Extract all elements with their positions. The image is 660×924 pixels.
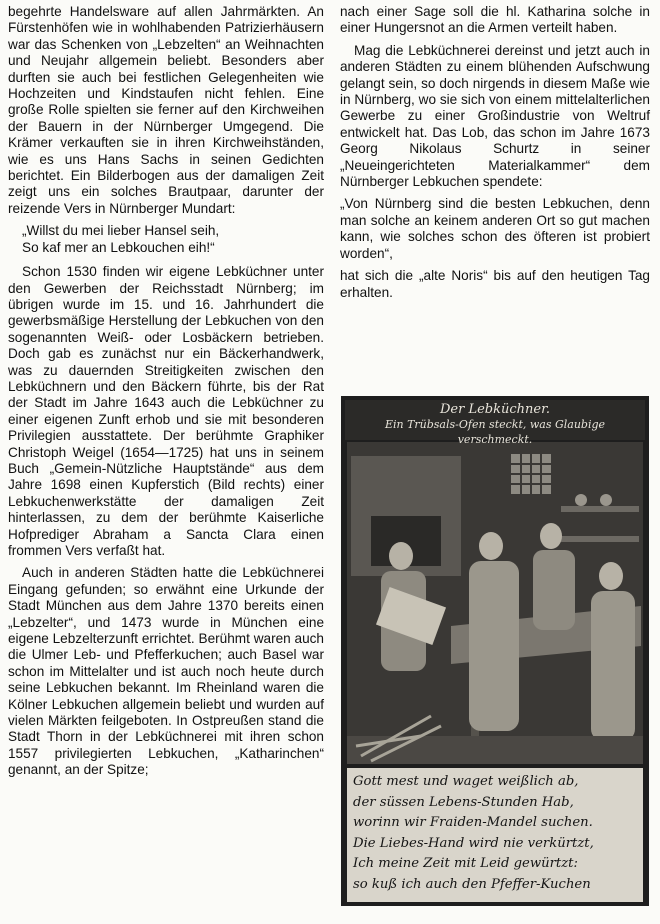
engraving-verse-line: worinn wir Fraiden-Mandel suchen. bbox=[353, 815, 593, 830]
paragraph: Schon 1530 finden wir eigene Lebküchner unter den Gewerben der Reichsstadt Nürnberg; im übrigen wurde im 15. und 16. Jahrhundert die gewerbsmäßige Herstellung der Lebkuchen von den sogenannten Weiß- oder Losbäckern betrieben. Doch gab es zunächst nur ein Bäckerhandwerk, was zu dauernden Streitigkeiten zwischen den Lebküchnern und den Bäckern führte, bis der Rat der Stadt im Jahre 1643 auch die Lebküchner zu einer eigenen Zunft erhob und sie mit besonderen Privilegien ausstattete. Der berühmte Graphiker Christoph Weigel (1654—1725) hat uns in seinem Buch „Gemein-Nützliche Hauptstände“ aus dem Jahre 1698 einen Kupferstich (Bild rechts) einer Lebkuchenwerkstätte der damaligen Zeit hinterlassen, zu dem der berühmte Kaiserliche Hofprediger Abraham a Sancta Clara einen frommen Vers verfaßt hat. bbox=[8, 264, 324, 558]
engraving-verse-line: so kuß ich auch den Pfeffer-Kuchen bbox=[353, 876, 591, 892]
paragraph: nach einer Sage soll die hl. Katharina solche in einer Hungersnot an die Armen verteilt haben. bbox=[340, 4, 650, 36]
engraving-verse-line: der süssen Lebens-Stunden Hab, bbox=[353, 794, 574, 810]
engraving-verse bbox=[347, 768, 643, 902]
paragraph: Mag die Lebküchnerei dereinst und jetzt auch in anderen Städten zu einem blühenden Aufschwung gelangt sein, so doch nirgends in diesem Maße wie in Nürnberg, wo sie sich von einem mittelalterlichen Gewerbe zu einer Großindustrie von Weltruf entwickelt hat. Das Lob, das schon im Jahre 1673 Georg Nikolaus Schurtz in seiner „Neueingerichteten Materialkammer“ dem Nürnberger Lebkuchen spendete: bbox=[340, 42, 650, 190]
engraving-title-text: Der Lebküchner. bbox=[440, 402, 550, 417]
paragraph: Auch in anderen Städten hatte die Lebküchnerei Eingang gefunden; so erwähnt eine Urkunde der Stadt München aus dem Jahre 1370 bereits einen „Lebzelter“, und 1473 wurde in München eine eigene Lebzelterzunft errichtet. Berühmt waren auch die Ulmer Leb- und Pfefferkuchen; auch Basel war schon im Mittelalter und ist auch noch heute durch seine Lebkuchen bekannt. Im Rheinland waren die Kölner Lebkuchen allgemein beliebt und wurden auf vielen Märkten feilgeboten. In Ostpreußen stand die Stadt Thorn in der Lebküchnerei mit ihren schon 1557 privilegierten Lebkuchen, „Katharinchen“ genannt, an der Spitze; bbox=[8, 565, 324, 778]
dialect-verse bbox=[22, 223, 324, 256]
verse-line: So kaf mer an Lebkouchen eih!“ bbox=[22, 239, 215, 255]
block-quote: „Von Nürnberg sind die besten Lebkuchen, denn man solche an keinem anderen Ort so gut machen kann, wie solches schon des öfteren ist probiert worden“, bbox=[340, 196, 650, 261]
verse-line: „Willst du mei lieber Hansel seih, bbox=[22, 223, 220, 239]
paragraph: hat sich die „alte Noris“ bis auf den heutigen Tag erhalten. bbox=[340, 268, 650, 300]
engraving-subtitle-text: Ein Trübsals-Ofen steckt, was Glaubige verschmeckt. bbox=[384, 418, 606, 446]
engraving-verse-line: Die Liebes-Hand wird nie verkürtzt, bbox=[353, 835, 594, 851]
engraving-verse-line: Ich meine Zeit mit Leid gewürtzt: bbox=[353, 856, 578, 871]
left-column bbox=[8, 4, 324, 785]
engraving-verse-line: Gott mest und waget weißlich ab, bbox=[353, 774, 579, 789]
engraving-figure bbox=[341, 396, 649, 906]
right-column bbox=[340, 4, 650, 307]
engraving-title bbox=[349, 402, 641, 447]
paragraph: begehrte Handelsware auf allen Jahrmärkten. An Fürstenhöfen wie in wohlhabenden Patrizierhäusern war das Schenken von „Lebzelten“ an Weihnachten und Neujahr allgemein beliebt. Besonders aber durften sie auch bei festlichen Gelegenheiten wie Hochzeiten und Kindstaufen nicht fehlen. Eine große Rolle spielten sie ferner auf den Kirchweihen der Bauern in der Nürnberger Umgegend. Die Krämer verkauften sie in ihren Kirchweihständen, wie es uns Hans Sachs in seinen Gedichten berichtet. Ein Bilderbogen aus der damaligen Zeit zeigt uns ein solches Brautpaar, darunter der reizende Vers in Nürnberger Mundart: bbox=[8, 4, 324, 216]
